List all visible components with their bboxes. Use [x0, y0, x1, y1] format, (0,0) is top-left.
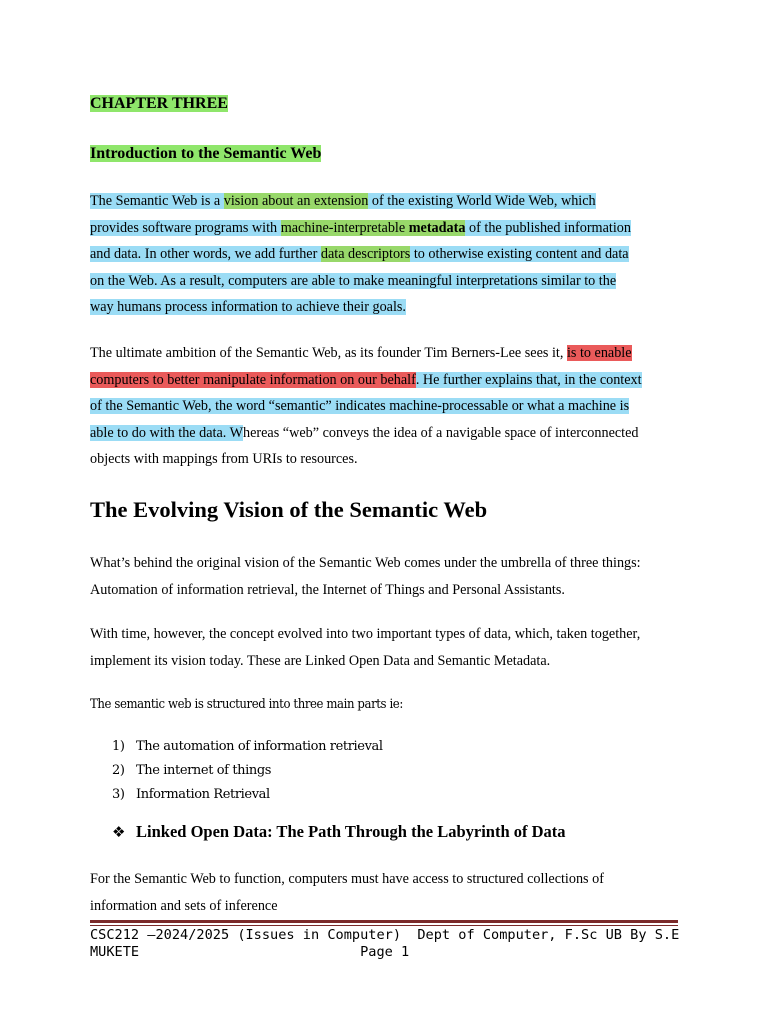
line: The Semantic Web is a vision about an extension of the existing World Wide Web, which: [90, 193, 596, 209]
line: objects with mappings from URIs to resources.: [90, 451, 358, 468]
line: way humans process information to achieve their goals.: [90, 299, 406, 316]
diamond-bullet-icon: ❖: [112, 823, 126, 841]
list-item: 2) The internet of things: [112, 763, 272, 778]
line: able to do with the data. Whereas “web” conveys the idea of a navigable space of interconnected: [90, 424, 639, 441]
intro-heading: Introduction to the Semantic Web: [90, 145, 322, 162]
line: The ultimate ambition of the Semantic Web, as its founder Tim Berners-Lee sees it, is to enable: [90, 345, 632, 361]
numbered-list: [112, 735, 383, 807]
line: and data. In other words, we add further data descriptors to otherwise existing content and data: [90, 246, 629, 263]
footer-rule-thick: [90, 920, 678, 923]
line: of the Semantic Web, the word “semantic” indicates machine-processable or what a machine is: [90, 398, 630, 415]
footer-rule-thin: [90, 925, 678, 926]
chapter-title: CHAPTER THREE: [90, 95, 228, 112]
line: on the Web. As a result, computers are able to make meaningful interpretations similar to the: [90, 272, 617, 289]
paragraph-semantic-web-function: For the Semantic Web to function, computers must have access to structured collections of information and sets of inference: [90, 871, 604, 914]
list-item: 3) Information Retrieval: [112, 787, 270, 802]
paragraph-semantic-web-definition: [90, 188, 631, 321]
paragraph-ultimate-ambition: [90, 340, 642, 473]
line: computers to better manipulate information on our behalf. He further explains that, in the context: [90, 371, 642, 388]
section-heading: The Evolving Vision of the Semantic Web: [90, 497, 488, 522]
line: provides software programs with machine-interpretable metadata of the published information: [90, 219, 631, 236]
list-item: 1) The automation of information retrieval: [112, 739, 383, 754]
page-footer: CSC212 –2024/2025 (Issues in Computer) Dept of Computer, F.Sc UB By S.E MUKETE Page 1: [90, 927, 680, 960]
subsection-heading: ❖ Linked Open Data: The Path Through the Labyrinth of Data: [112, 822, 566, 841]
paragraph-three-parts: The semantic web is structured into three main parts ie:: [90, 697, 403, 712]
paragraph-original-vision: What’s behind the original vision of the Semantic Web comes under the umbrella of three things: Automation of information retrieval, the Internet of Things and Personal Assistants.: [90, 555, 641, 598]
paragraph-concept-evolved: With time, however, the concept evolved into two important types of data, which, taken together, implement its vision today. These are Linked Open Data and Semantic Metadata.: [90, 626, 641, 669]
